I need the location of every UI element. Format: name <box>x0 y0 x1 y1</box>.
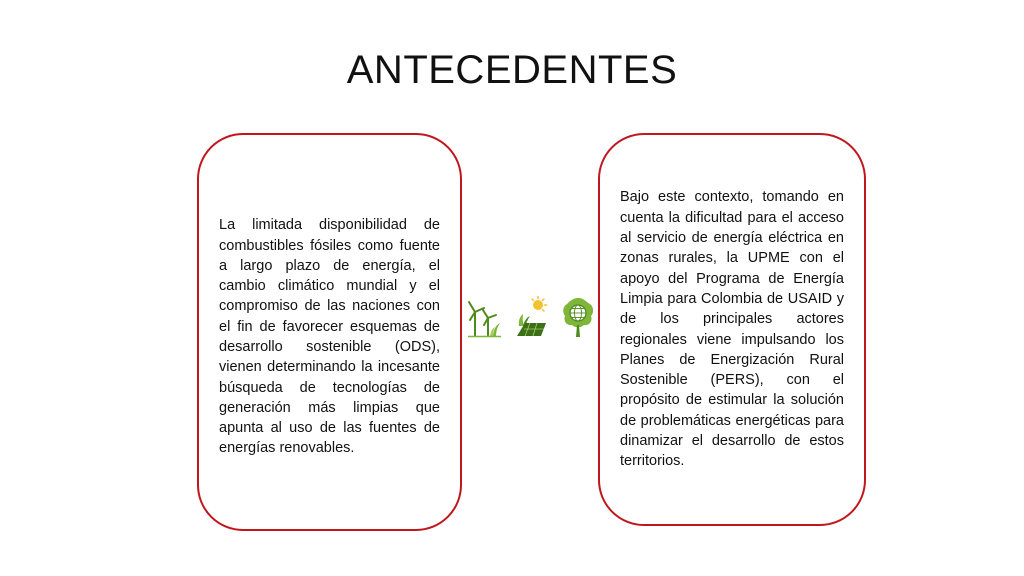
right-text-card <box>598 133 866 526</box>
globe-tree-icon <box>560 296 596 338</box>
solar-panel-sun-icon <box>513 296 549 338</box>
renewable-icons <box>466 292 596 338</box>
slide-title: ANTECEDENTES <box>346 48 678 92</box>
left-text-card <box>197 133 462 531</box>
right-card-text: Bajo este contexto, tomando en cuenta la dificultad para el acceso al servicio de energía eléctrica en zonas rurales, la UPME con el apoyo del Programa de Energía Limpia para Colombia de USAID y de los principales actores regionales viene impulsando los Planes de Energización Rural Sostenible (PERS), con el propósito de estimular la solución de problemáticas energéticas para dinamizar el desarrollo de estos territorios. <box>620 189 844 470</box>
left-card-text: La limitada disponibilidad de combustibles fósiles como fuente a largo plazo de energía, el cambio climático mundial y el compromiso de las naciones con el fin de favorecer esquemas de desarrollo sostenible (ODS), vienen determinando la incesante búsqueda de tecnologías de generación más limpias que apunta al uso de las fuentes de energías renovables. <box>219 217 440 457</box>
wind-turbines-icon <box>466 296 502 338</box>
